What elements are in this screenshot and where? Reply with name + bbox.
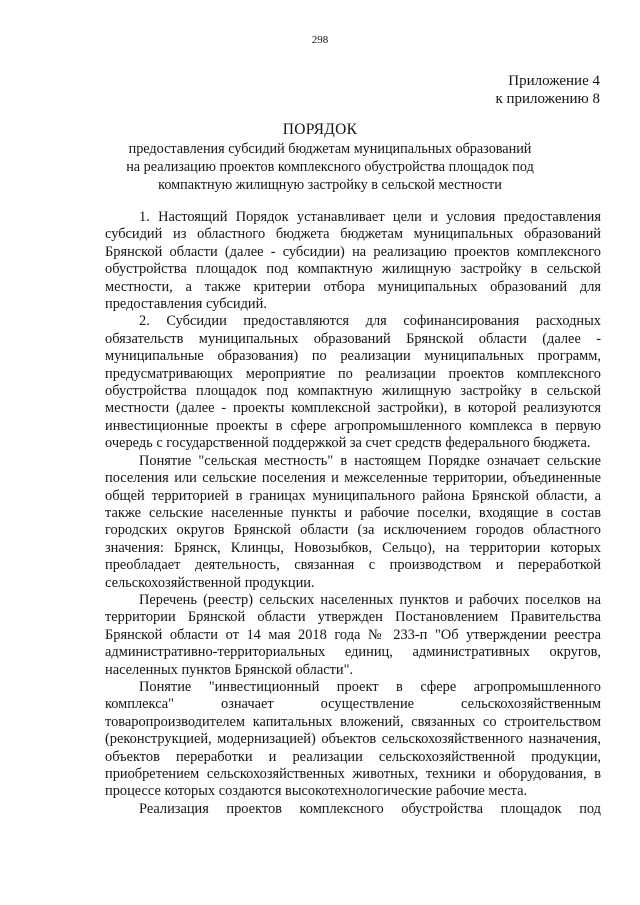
paragraph-6: Реализация проектов комплексного обустройства площадок под bbox=[139, 800, 601, 817]
paragraph-1: 1. Настоящий Порядок устанавливает цели и условия предоставления субсидий из областного бюджета бюджетам муниципальных образований Брянской области (далее - субсидии) на реализацию проектов комплексного обустройства площадок под компактную жилищную застройку в сельской местности, а также критерии отбора муниципальных образований для предоставления субсидий. bbox=[105, 209, 601, 313]
appendix-line-1: Приложение 4 bbox=[508, 73, 600, 89]
page-number: 298 bbox=[311, 34, 329, 46]
paragraph-4: Перечень (реестр) сельских населенных пунктов и рабочих поселков на территории Брянской области утвержден Постановлением Правительства Брянской области от 14 мая 2018 года № 233-п "Об утверждении реестра административно-территориальных единиц, административных округов, населенных пунктов Брянской области". bbox=[105, 591, 601, 678]
document-subtitle: предоставления субсидий бюджетам муниципальных образований на реализацию проектов комплексного обустройства площадок под компактную жилищную застройку в сельской местности bbox=[126, 141, 534, 193]
paragraph-5: Понятие "инвестиционный проект в сфере агропромышленного комплекса" означает осуществление сельскохозяйственным товаропроизводителем капитальных вложений, связанных со строительством (реконструкцией, модернизацией) объектов сельскохозяйственного назначения, объектов переработки и реализации сельскохозяйственной продукции, приобретением сельскохозяйственных животных, техники и оборудования, в процессе которых создаются высокотехнологические рабочие места. bbox=[105, 678, 601, 800]
paragraph-2: 2. Субсидии предоставляются для софинансирования расходных обязательств муниципальных образований Брянской области (далее - муниципальные образования) по реализации муниципальных программ, предусматривающих мероприятие по реализации проектов комплексного обустройства площадок под компактную жилищную застройку в сельской местности (далее - проекты комплексной застройки), в которой реализуются инвестиционные проекты в сфере агропромышленного комплекса в первую очередь с государственной поддержкой за счет средств федерального бюджета. bbox=[105, 313, 601, 452]
appendix-line-2: к приложению 8 bbox=[495, 91, 600, 107]
appendix-reference bbox=[495, 72, 600, 108]
document-title: ПОРЯДОК bbox=[282, 121, 358, 138]
document-body bbox=[105, 209, 601, 818]
paragraph-3: Понятие "сельская местность" в настоящем Порядке означает сельские поселения или сельские поселения и межселенные территории, объединенные общей территорией в границах муниципального района Брянской области, а также сельские населенные пункты и рабочие поселки, входящие в состав городских округов Брянской области (за исключением городов областного значения: Брянск, Клинцы, Новозыбков, Сельцо), на территории которых преобладает деятельность, связанная с производством и переработкой сельскохозяйственной продукции. bbox=[105, 452, 601, 591]
